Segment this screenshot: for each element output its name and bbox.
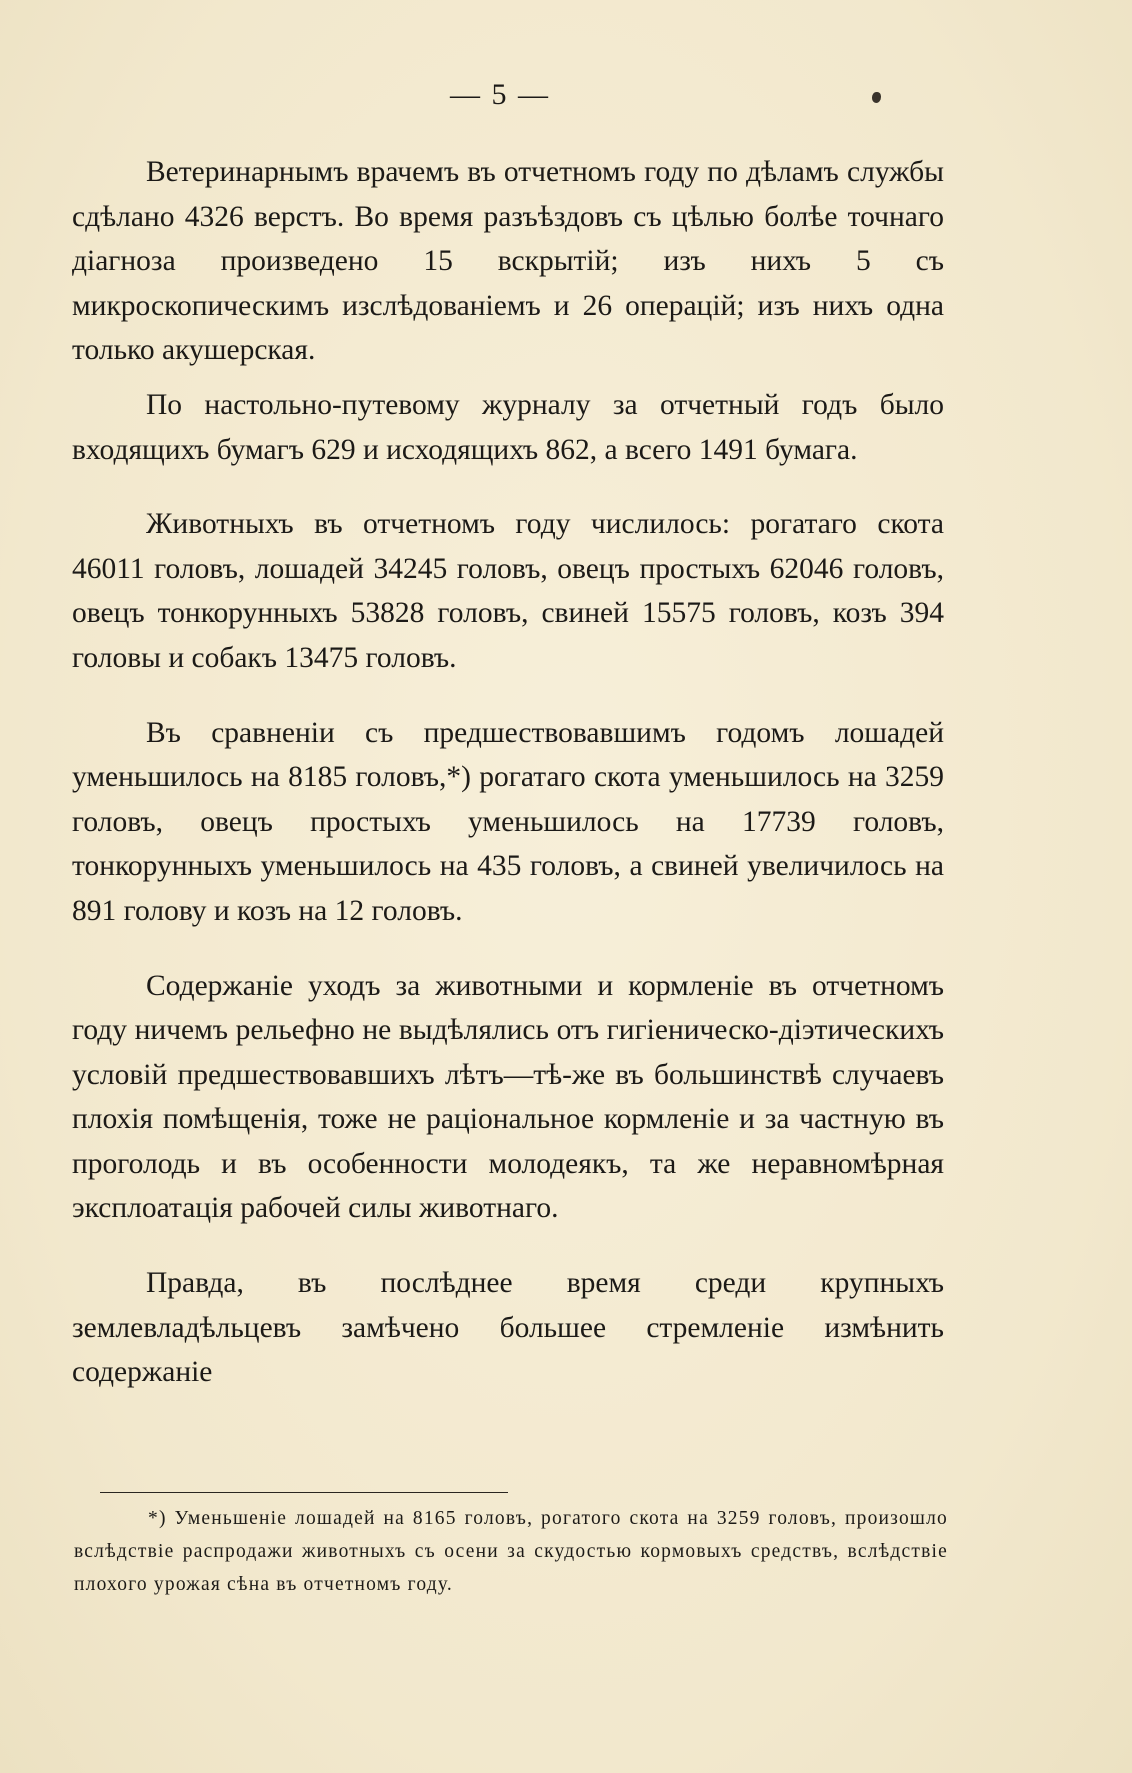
footnote: *) Уменьшеніе лошадей на 8165 головъ, рогатого скота на 3259 головъ, произошло вслѣдствіе распродажи животныхъ съ осени за скудостью кормовыхъ средствъ, вслѣдствіе плохого урожая сѣна въ отчетномъ году. [74,1508,948,1595]
paragraph-animal-care: Содержаніе уходъ за животными и кормленіе въ отчетномъ году ничемъ рельефно не выдѣлялись отъ гигіеническо-діэтическихъ условій предшествовавшихъ лѣтъ—тѣ-же въ большинствѣ случаевъ плохія помѣщенія, тоже не раціональное кормленіе и за частную въ проголодь и въ особенности молодеякъ, та же неравномѣрная эксплоатація рабочей силы животнаго. [72,969,944,1225]
paragraph-livestock-count: Животныхъ въ отчетномъ году числилось: рогатаго скота 46011 головъ, лошадей 34245 головъ, овецъ простыхъ 62046 головъ, овецъ тонкорунныхъ 53828 головъ, свиней 15575 головъ, козъ 394 головы и собакъ 13475 головъ. [72,508,944,674]
page-number: — 5 — [450,78,550,111]
paragraph-correspondence: По настольно-путевому журналу за отчетный годъ было входящихъ бумагъ 629 и исходящихъ 862, а всего 1491 бумага. [72,388,944,466]
footnote-divider [100,1492,508,1493]
paragraph-landowners: Правда, въ послѣднее время среди крупныхъ землевладѣльцевъ замѣчено большее стремленіе измѣнить содержаніе [72,1267,944,1389]
paragraph-livestock-comparison: Въ сравненіи съ предшествовавшимъ годомъ лошадей уменьшилось на 8185 головъ,*) рогатаго скота уменьшилось на 3259 головъ, овецъ простыхъ уменьшилось на 17739 головъ, тонкорунныхъ уменьшилось на 435 головъ, а свиней увеличилось на 891 голову и козъ на 12 головъ. [72,716,944,927]
paragraph-veterinary-work: Ветеринарнымъ врачемъ въ отчетномъ году по дѣламъ службы сдѣлано 4326 верстъ. Во время разъѣздовъ съ цѣлью болѣе точнаго діагноза произведено 15 вскрытій; изъ нихъ 5 съ микроскопическимъ изслѣдованіемъ и 26 операцій; изъ нихъ одна только акушерская. [72,156,944,367]
page-body [72,150,944,1395]
